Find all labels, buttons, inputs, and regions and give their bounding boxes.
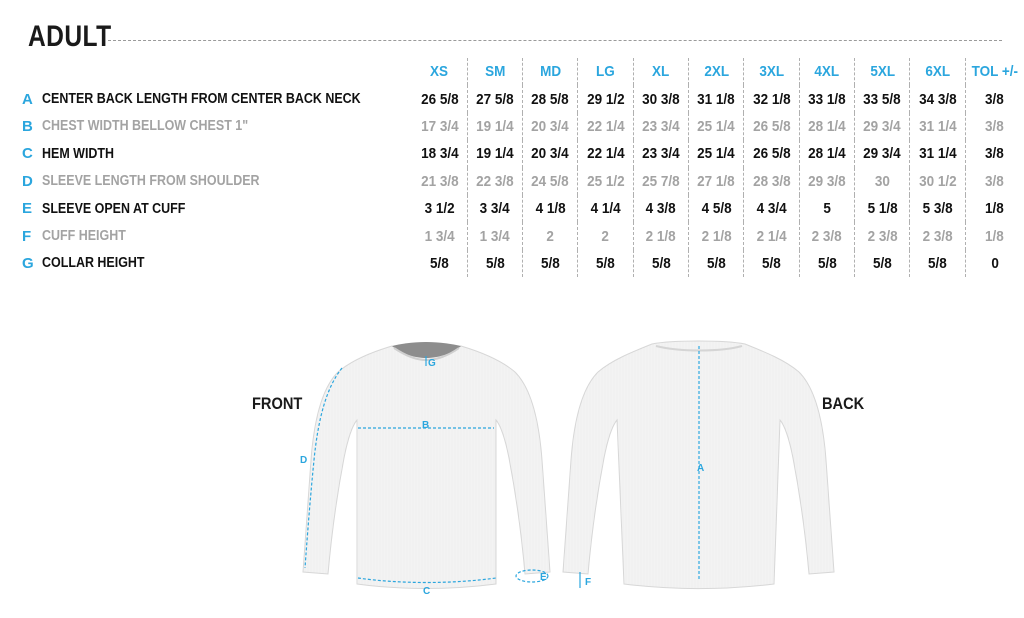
measurement-value-text: 5/8	[651, 254, 671, 272]
size-header-xs: XS	[412, 58, 467, 85]
measurement-value-text: 29 3/4	[863, 117, 902, 135]
measurement-value-text: 17 3/4	[420, 117, 459, 135]
measurement-label-text: CHEST WIDTH BELLOW CHEST 1"	[41, 118, 248, 135]
measurement-value-text: 22 1/4	[586, 117, 625, 135]
measurement-label-text: CENTER BACK LENGTH FROM CENTER BACK NECK	[41, 91, 361, 108]
measurement-value-text: 3/8	[985, 172, 1005, 190]
measurement-value-text: 26 5/8	[752, 117, 791, 135]
measurement-value-text: 5 1/8	[867, 200, 898, 218]
measurement-value-text: 28 1/4	[808, 117, 846, 135]
measurement-value-text: 24 5/8	[531, 172, 570, 190]
measurement-key: A	[22, 90, 33, 108]
measurement-label-text: SLEEVE OPEN AT CUFF	[41, 200, 185, 217]
measurement-value-text: 5/8	[928, 254, 947, 272]
front-view-label: FRONT	[252, 394, 303, 413]
measurement-value-text: 2 1/4	[756, 227, 787, 245]
measurement-value-text: 1 3/4	[479, 227, 510, 245]
measurement-value-text: 26 5/8	[752, 145, 791, 163]
measurement-value-text: 3 3/4	[479, 200, 510, 218]
marker-a: A	[697, 463, 705, 474]
back-view-label: BACK	[822, 394, 865, 413]
measurement-value-text: 2 3/8	[922, 227, 953, 245]
size-header-md: MD	[523, 58, 578, 85]
measurement-value-text: 2 1/8	[701, 227, 732, 245]
measurement-value-text: 28 3/8	[752, 172, 791, 190]
measurement-value-text: 25 1/4	[697, 145, 736, 163]
measurement-value-text: 23 3/4	[642, 145, 680, 163]
marker-d: D	[300, 455, 308, 466]
marker-c: C	[423, 586, 431, 597]
measurement-value-text: 28 5/8	[531, 90, 570, 108]
measurement-key: D	[22, 172, 33, 190]
measurement-label-text: COLLAR HEIGHT	[41, 255, 145, 272]
size-header-lg: LG	[578, 58, 633, 85]
measurement-value-text: 1/8	[985, 227, 1005, 245]
size-header-4xl: 4XL	[799, 58, 854, 85]
measurement-value-text: 32 1/8	[752, 90, 791, 108]
measurement-value-text: 25 1/4	[697, 117, 736, 135]
measurement-value-text: 0	[991, 254, 999, 272]
measurement-value-text: 20 3/4	[531, 117, 570, 135]
measurement-value-text: 25 7/8	[642, 172, 680, 190]
measurement-label-text: SLEEVE LENGTH FROM SHOULDER	[41, 173, 260, 190]
measurement-value-text: 27 5/8	[476, 90, 514, 108]
size-header-3xl: 3XL	[744, 58, 799, 85]
measurement-value-text: 1 3/4	[424, 227, 455, 245]
section-title: ADULT	[28, 20, 112, 53]
measurement-value-text: 19 1/4	[476, 145, 514, 163]
measurement-value-text: 22 1/4	[586, 145, 625, 163]
measurement-key: G	[22, 254, 34, 272]
measurement-value-text: 4 5/8	[701, 200, 732, 218]
measurement-value-text: 5/8	[430, 254, 449, 272]
measurement-value-text: 5/8	[872, 254, 892, 272]
measurement-value-text: 33 1/8	[808, 90, 846, 108]
measurement-key: F	[22, 227, 32, 245]
measurement-value-text: 30	[874, 172, 890, 190]
measurement-value-text: 19 1/4	[476, 117, 514, 135]
measurement-value-text: 2 3/8	[811, 227, 842, 245]
measurement-value-text: 5/8	[817, 254, 837, 272]
measurement-value-text: 25 1/2	[586, 172, 625, 190]
marker-f: F	[585, 577, 592, 588]
size-header-xl: XL	[633, 58, 688, 85]
measurement-value-text: 4 1/8	[535, 200, 566, 218]
measurement-value-text: 5/8	[540, 254, 560, 272]
measurement-value-text: 29 3/4	[863, 145, 902, 163]
measurement-value-text: 30 3/8	[642, 90, 680, 108]
size-header-2xl: 2XL	[689, 58, 744, 85]
measurement-value-text: 30 1/2	[918, 172, 957, 190]
measurement-value-text: 5/8	[485, 254, 505, 272]
front-shirt	[303, 342, 550, 589]
measurement-value-text: 22 3/8	[476, 172, 514, 190]
measurement-value-text: 31 1/8	[697, 90, 736, 108]
measurement-value-text: 31 1/4	[918, 145, 957, 163]
measurement-value-text: 2	[601, 227, 610, 245]
marker-e: E	[540, 572, 547, 583]
measurement-label-text: HEM WIDTH	[41, 145, 114, 162]
measurement-value-text: 34 3/8	[918, 90, 957, 108]
measurement-value-text: 26 5/8	[420, 90, 459, 108]
measurement-value-text: 5 3/8	[922, 200, 953, 218]
size-header-6xl: 6XL	[910, 58, 965, 85]
measurement-value-text: 5/8	[596, 254, 616, 272]
measurement-value-text: 18 3/4	[420, 145, 459, 163]
measurement-value-text: 2 3/8	[867, 227, 898, 245]
measurement-value-text: 28 1/4	[808, 145, 846, 163]
size-header-5xl: 5XL	[855, 58, 910, 85]
measurement-value-text: 3 1/2	[424, 200, 455, 218]
measurement-label-text: CUFF HEIGHT	[41, 228, 126, 245]
measurement-value-text: 4 3/8	[645, 200, 676, 218]
measurement-key: B	[22, 117, 33, 135]
measurement-value-text: 21 3/8	[420, 172, 459, 190]
size-header-tolerance: TOL +/-	[971, 63, 1019, 81]
measurement-value-text: 2	[546, 227, 555, 245]
measurement-value-text: 4 3/4	[756, 200, 787, 218]
size-header-sm: SM	[467, 58, 522, 85]
measurement-value-text: 5	[823, 200, 831, 218]
measurement-value-text: 5/8	[706, 254, 726, 272]
measurement-value-text: 27 1/8	[697, 172, 736, 190]
marker-g: G	[428, 358, 436, 369]
measurement-value-text: 3/8	[985, 145, 1005, 163]
measurement-value-text: 23 3/4	[642, 117, 680, 135]
measurement-value-text: 31 1/4	[918, 117, 957, 135]
measurement-value-text: 20 3/4	[531, 145, 570, 163]
measurement-key: E	[22, 200, 33, 218]
measurement-value-text: 3/8	[985, 117, 1005, 135]
measurement-value-text: 5/8	[762, 254, 781, 272]
measurement-value-text: 1/8	[985, 200, 1005, 218]
measurement-value-text: 29 1/2	[586, 90, 625, 108]
measurement-key: C	[22, 145, 33, 163]
measurement-value-text: 2 1/8	[645, 227, 676, 245]
measurement-value-text: 29 3/8	[808, 172, 846, 190]
measurement-value-text: 4 1/4	[590, 200, 621, 218]
measurement-value-text: 3/8	[985, 90, 1005, 108]
measurement-value-text: 33 5/8	[863, 90, 902, 108]
marker-b: B	[422, 420, 430, 431]
